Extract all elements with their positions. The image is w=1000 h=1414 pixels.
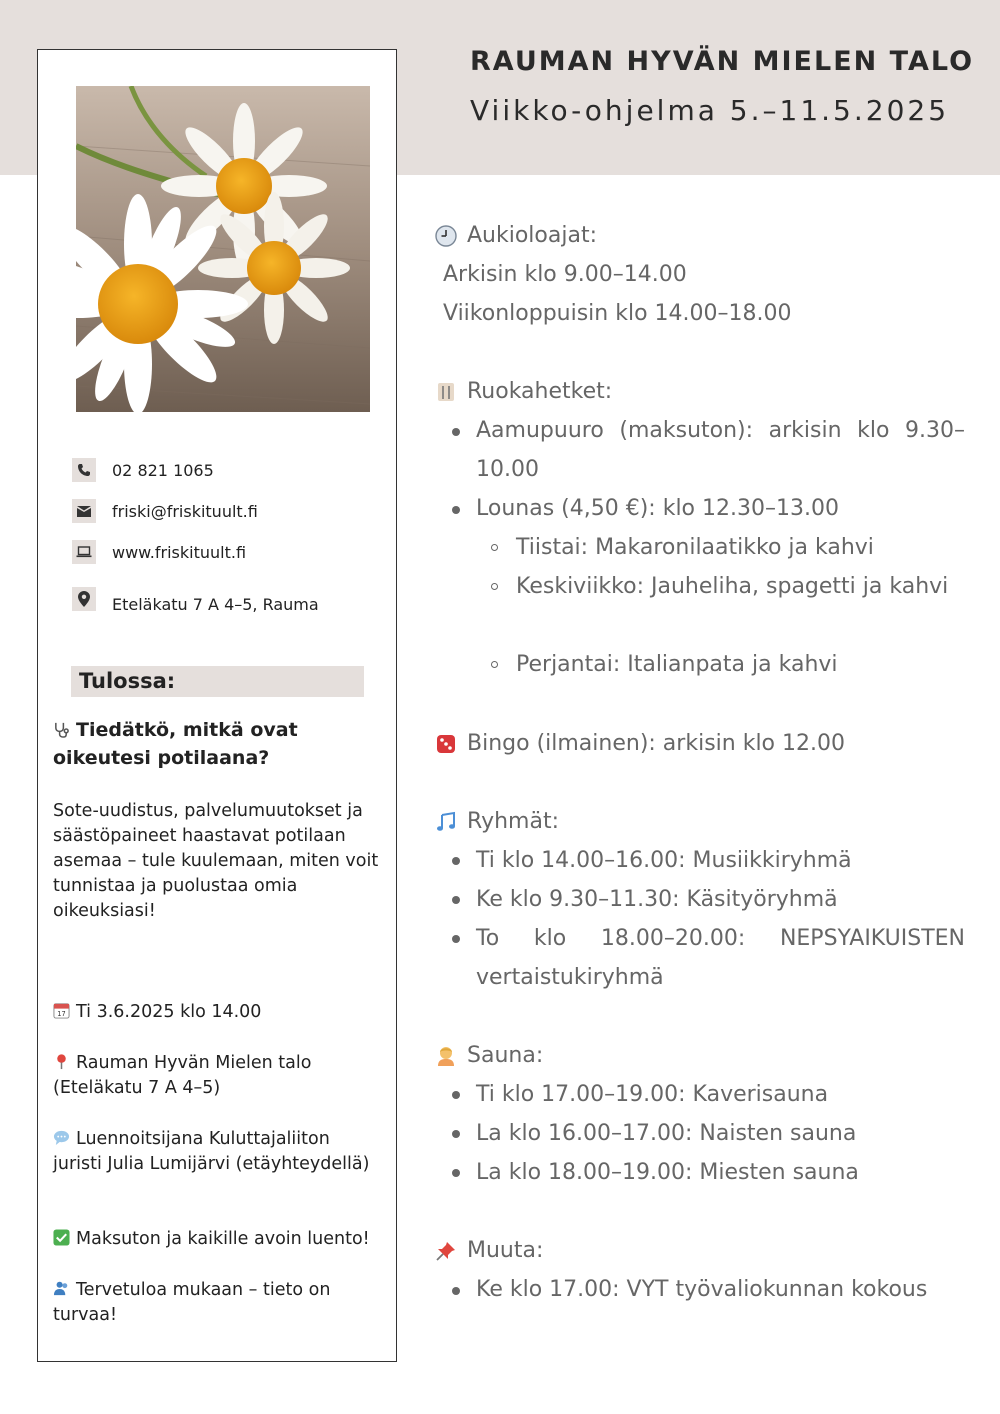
event-location-text: Rauman Hyvän Mielen talo (Eteläkatu 7 A 4–5) [53,1053,312,1098]
phone-icon [72,458,96,482]
event-description: Sote-uudistus, palvelumuutokset ja säästöpaineet haastavat potilaan asemaa – tule kuulemaan, miten voit tunnistaa ja puolustaa omia oikeuksiasi! [53,801,379,921]
bullet-dot [452,506,460,514]
event-welcome-text: Tervetuloa mukaan – tieto on turvaa! [53,1280,331,1325]
pushpin-icon [435,1240,457,1262]
menu-item: Tiistai: Makaronilaatikko ja kahvi [516,535,874,560]
bullet-ring [491,661,498,668]
menu-item: Perjantai: Italianpata ja kahvi [516,652,838,677]
bingo-line [435,724,845,763]
event-title-text: Tiedätkö, mitkä ovat oikeutesi potilaana? [53,719,298,769]
daisy-photo [76,86,370,412]
email-address: friski@friskituult.fi [112,501,258,521]
groups-heading [435,802,559,841]
event-location [53,1051,383,1101]
meal-porridge: Aamupuuro (maksuton): arkisin klo 9.30–10.00 [476,418,965,482]
round-pushpin-icon [53,1053,70,1070]
laptop-icon [72,540,96,564]
music-notes-icon [435,811,457,833]
other-item: Ke klo 17.00: VYT työvaliokunnan kokous [476,1277,928,1302]
bullet-dot [452,857,460,865]
meal-lunch: Lounas (4,50 €): klo 12.30–13.00 [476,496,839,521]
website-url: www.friskituult.fi [112,542,247,562]
group-item: To klo 18.00–20.00: NEPSYAIKUISTEN vertaistukiryhmä [476,926,965,990]
event-speaker-text: Luennoitsijana Kuluttajaliiton juristi Julia Lumijärvi (etäyhteydellä) [53,1129,370,1174]
speech-balloon-icon [53,1129,70,1146]
dice-icon [435,733,457,755]
contact-website [72,540,246,564]
opening-heading-text: Aukioloajat: [467,223,597,248]
event-free-text: Maksuton ja kaikille avoin luento! [76,1229,370,1249]
sidebar [37,49,397,1362]
sauna-item: Ti klo 17.00–19.00: Kaverisauna [476,1082,829,1107]
event-title [53,716,383,772]
street-address: Eteläkatu 7 A 4–5, Rauma [112,595,319,614]
opening-weekdays: Arkisin klo 9.00–14.00 [443,262,687,287]
bullet-ring [491,544,498,551]
group-item: Ti klo 14.00–16.00: Musiikkiryhmä [476,848,852,873]
bullet-dot [452,1169,460,1177]
person-icon [435,1045,457,1067]
meals-heading-text: Ruokahetket: [467,379,613,404]
sauna-item: La klo 16.00–17.00: Naisten sauna [476,1121,857,1146]
contact-phone [72,458,214,482]
people-icon [53,1280,70,1297]
phone-number: 02 821 1065 [112,460,214,480]
page-subtitle: Viikko-ohjelma 5.–11.5.2025 [470,94,950,127]
bullet-dot [452,896,460,904]
other-heading-text: Muuta: [467,1238,544,1263]
envelope-icon [72,499,96,523]
clock-icon [435,225,457,247]
event-date-text: Ti 3.6.2025 klo 14.00 [76,1002,262,1022]
svg-text:17: 17 [57,1010,66,1019]
other-heading [435,1231,543,1270]
bullet-dot [452,935,460,943]
contact-email [72,499,258,523]
fork-knife-icon [435,381,457,403]
bingo-text: Bingo (ilmainen): arkisin klo 12.00 [467,731,845,756]
bullet-dot [452,428,460,436]
groups-heading-text: Ryhmät: [467,809,559,834]
meals-heading [435,372,612,411]
upcoming-heading: Tulossa: [71,666,364,697]
event-free [53,1227,383,1252]
calendar-icon [53,1002,70,1019]
bullet-dot [452,1287,460,1295]
check-mark-icon [53,1229,70,1246]
sauna-heading-text: Sauna: [467,1043,544,1068]
event-date [53,1000,383,1025]
event-speaker [53,1127,383,1177]
bullet-dot [452,1130,460,1138]
stethoscope-icon [53,721,70,738]
opening-heading [435,216,597,255]
event-welcome [53,1278,383,1328]
bullet-ring [491,583,498,590]
bullet-dot [452,1091,460,1099]
opening-weekends: Viikonloppuisin klo 14.00–18.00 [443,301,792,326]
sauna-heading [435,1036,543,1075]
map-pin-icon [72,587,96,611]
menu-item: Keskiviikko: Jauheliha, spagetti ja kahvi [516,574,949,599]
sauna-item: La klo 18.00–19.00: Miesten sauna [476,1160,859,1185]
contact-address [72,583,319,614]
page-title: RAUMAN HYVÄN MIELEN TALO [470,46,975,77]
group-item: Ke klo 9.30–11.30: Käsityöryhmä [476,887,838,912]
